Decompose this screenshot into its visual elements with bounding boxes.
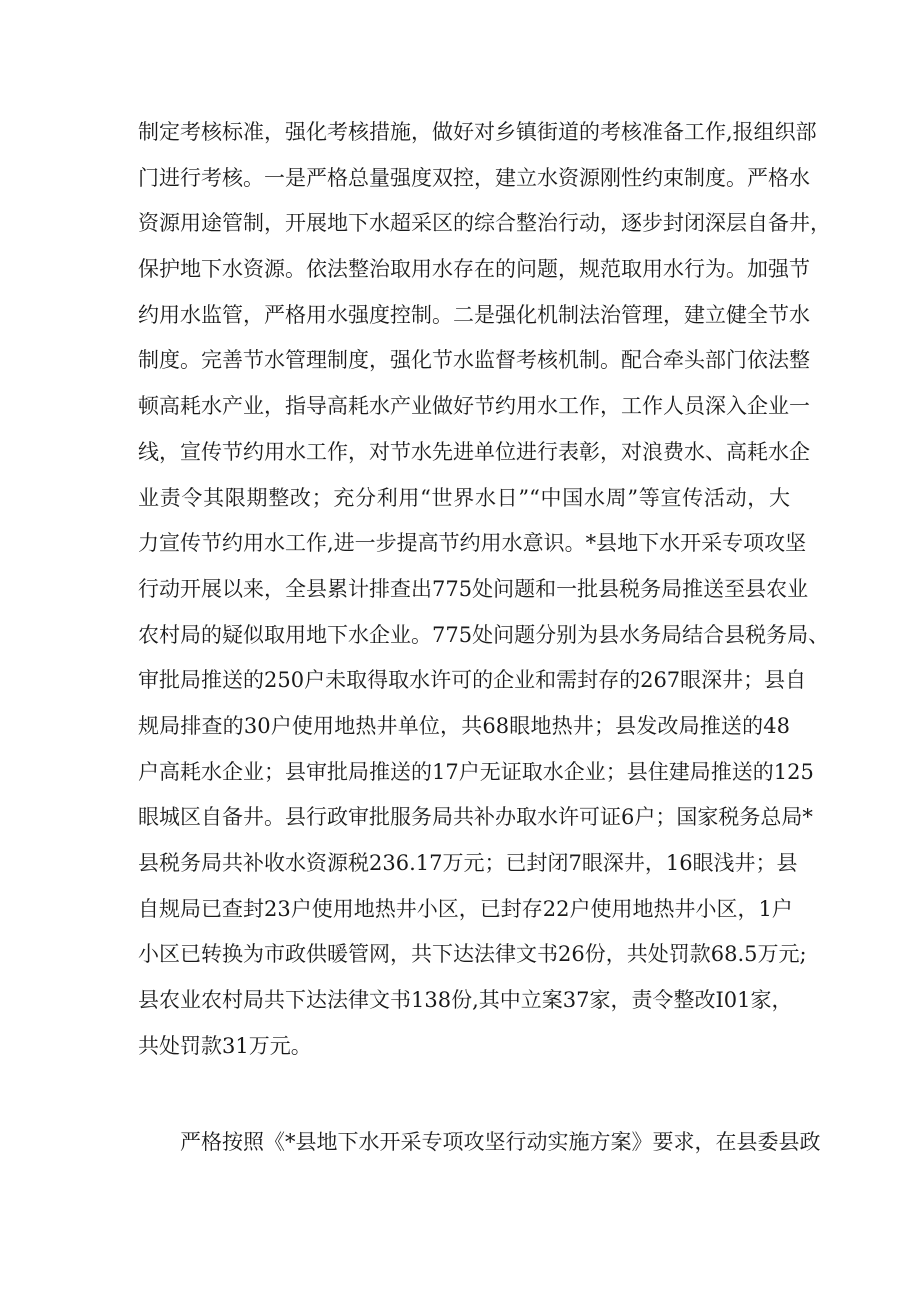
text-line: 行动开展以来，全县累计排查出775处问题和一批县税务局推送至县农业 — [138, 576, 809, 601]
text-line: 审批局推送的250户未取得取水许可的企业和需封存的267眼深井；县自 — [138, 668, 807, 693]
text-line: 共处罚款31万元。 — [138, 1033, 312, 1058]
paragraph-2 — [138, 1120, 821, 1166]
text-line: 制度。完善节水管理制度，强化节水监督考核机制。配合牵头部门依法整 — [138, 348, 810, 373]
text-line: 眼城区自备井。县行政审批服务局共补办取水许可证6户；国家税务总局* — [138, 805, 813, 830]
text-line: 严格按照《*县地下水开采专项攻坚行动实施方案》要求，在县委县政 — [180, 1130, 821, 1154]
paragraph-1 — [138, 110, 831, 1069]
text-line: 资源用途管制，开展地下水超采区的综合整治行动，逐步封闭深层自备井， — [138, 211, 831, 236]
text-line: 线，宣传节约用水工作，对节水先进单位进行表彰，对浪费水、高耗水企 — [138, 439, 810, 464]
text-line: 业责令其限期整改；充分利用“世界水日”“中国水周”等宣传活动，大 — [138, 485, 790, 510]
text-line: 制定考核标准，强化考核措施，做好对乡镇街道的考核准备工作,报组织部 — [138, 120, 817, 144]
text-line: 力宣传节约用水工作,进一步提高节约用水意识。*县地下水开采专项攻坚 — [138, 531, 807, 556]
text-line: 县税务局共补收水资源税236.17万元；已封闭7眼深井，16眼浅井；县 — [138, 851, 798, 875]
text-line: 农村局的疑似取用地下水企业。775处问题分别为县水务局结合县税务局、 — [138, 622, 830, 647]
text-line: 约用水监管，严格用水强度控制。二是强化机制法治管理，建立健全节水 — [138, 302, 810, 327]
text-line: 自规局已查封23户使用地热井小区，已封存22户使用地热井小区，1户 — [138, 896, 793, 921]
text-line: 规局排查的30户使用地热井单位，共68眼地热井；县发改局推送的48 — [138, 713, 790, 738]
text-line: 保护地下水资源。依法整治取用水存在的问题，规范取用水行为。加强节 — [138, 257, 810, 282]
text-line: 顿高耗水产业，指导高耗水产业做好节约用水工作，工作人员深入企业一 — [138, 394, 810, 419]
text-line: 县农业农村局共下达法律文书138份,其中立案37家，责令整改I01家， — [138, 988, 793, 1013]
text-line: 小区已转换为市政供暖管网，共下达法律文书26份，共处罚款68.5万元; — [138, 942, 807, 967]
text-line: 户高耗水企业；县审批局推送的17户无证取水企业；县住建局推送的125 — [138, 759, 814, 784]
text-line: 门进行考核。一是严格总量强度双控，建立水资源刚性约束制度。严格水 — [138, 165, 810, 190]
